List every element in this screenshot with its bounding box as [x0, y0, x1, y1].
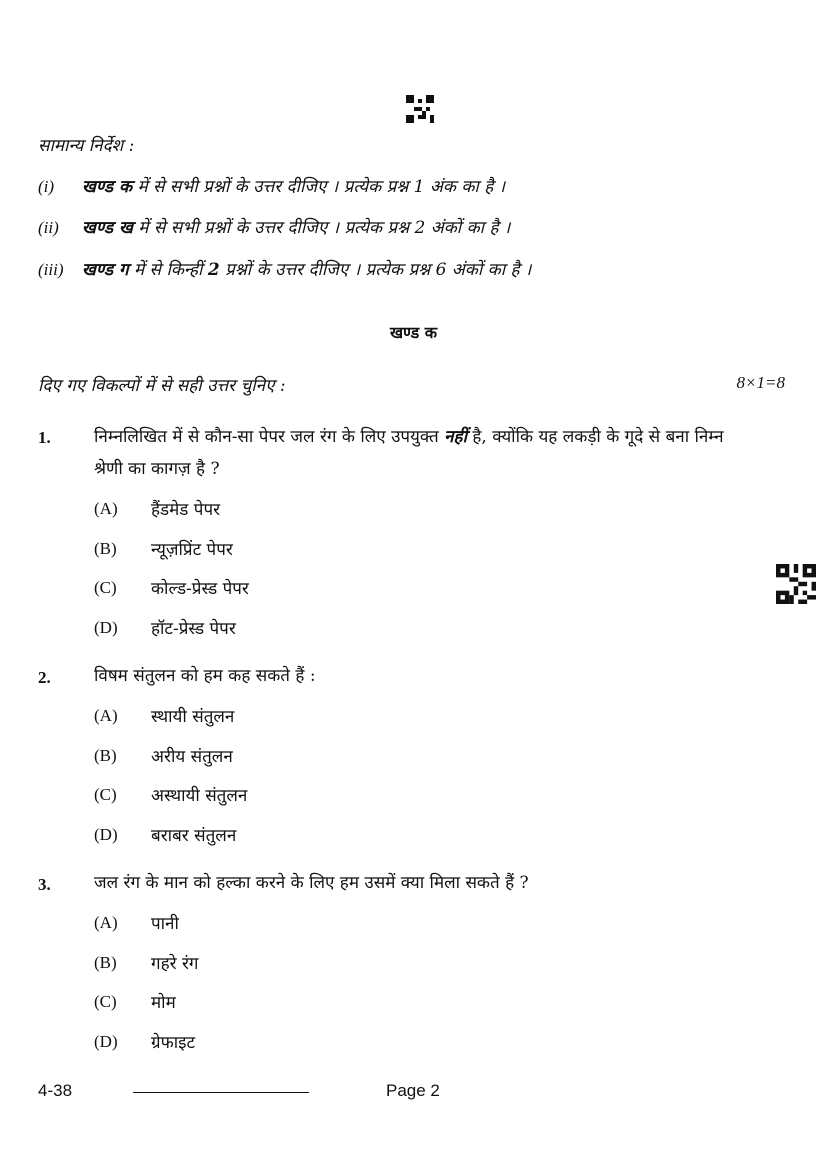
option-text: अस्थायी संतुलन — [151, 786, 248, 806]
question-text: विषम संतुलन को हम कह सकते हैं : — [94, 666, 316, 686]
instruction-number: (iii) — [38, 260, 64, 279]
option-label: (C) — [94, 578, 117, 597]
question-number: 3. — [38, 875, 51, 894]
option-text: मोम — [151, 993, 176, 1013]
instruction-text: में से सभी प्रश्नों के उत्तर दीजिए । प्रत्येक प्रश्न 2 अंकों का है । — [132, 218, 511, 238]
section-name: खण्ड ख — [82, 218, 133, 238]
paper-code: 4-38 — [38, 1081, 73, 1100]
question-emphasis: नहीं — [444, 427, 467, 447]
instruction-text: प्रश्नों के उत्तर दीजिए । प्रत्येक प्रश्न 6 अंकों का है । — [219, 260, 532, 280]
option-text: स्थायी संतुलन — [151, 707, 235, 727]
option-label: (B) — [94, 539, 117, 558]
option-text: हॉट-प्रेस्ड पेपर — [151, 619, 236, 639]
option-text: गहरे रंग — [151, 954, 199, 974]
option-text: हैंडमेड पेपर — [151, 500, 221, 520]
question-text-part: निम्नलिखित में से कौन-सा पेपर जल रंग के लिए उपयुक्त — [94, 427, 445, 447]
instruction-item — [38, 215, 510, 238]
section-marks: 8×1=8 — [736, 373, 785, 392]
option-label: (D) — [94, 618, 118, 637]
general-instructions-title: सामान्य निर्देश : — [38, 136, 135, 156]
option-text: कोल्ड-प्रेस्ड पेपर — [151, 579, 249, 599]
option-text: न्यूज़प्रिंट पेपर — [151, 540, 233, 560]
qr-code-icon — [776, 564, 816, 604]
question-text — [94, 421, 754, 485]
option-label: (A) — [94, 706, 118, 725]
footer-divider — [133, 1092, 309, 1093]
section-instruction: दिए गए विकल्पों में से सही उत्तर चुनिए : — [38, 376, 286, 396]
option-label: (B) — [94, 953, 117, 972]
question-text-part: है, क्योंकि यह लकड़ी के गूदे से बना निम्न श्रेणी का कागज़ है ? — [94, 427, 724, 479]
instruction-item — [38, 174, 505, 197]
instruction-text: में से सभी प्रश्नों के उत्तर दीजिए । प्रत्येक प्रश्न 1 अंक का है । — [132, 177, 506, 197]
qr-code-icon — [406, 95, 434, 123]
section-heading: खण्ड क — [389, 323, 438, 342]
section-name: खण्ड क — [82, 177, 133, 197]
option-text: बराबर संतुलन — [151, 826, 237, 846]
option-label: (C) — [94, 992, 117, 1011]
option-label: (D) — [94, 825, 118, 844]
option-text: पानी — [151, 914, 179, 934]
question-text: जल रंग के मान को हल्का करने के लिए हम उसमें क्या मिला सकते हैं ? — [94, 873, 529, 893]
option-label: (B) — [94, 746, 117, 765]
option-label: (C) — [94, 785, 117, 804]
option-label: (A) — [94, 499, 118, 518]
section-name: खण्ड ग — [82, 260, 129, 280]
option-label: (D) — [94, 1032, 118, 1051]
instruction-item — [38, 257, 531, 280]
option-text: अरीय संतुलन — [151, 747, 233, 767]
question-number: 1. — [38, 428, 51, 447]
instruction-text: में से किन्हीं — [128, 260, 208, 280]
question-number: 2. — [38, 668, 51, 687]
option-text: ग्रेफाइट — [151, 1033, 196, 1053]
instruction-number: (ii) — [38, 218, 59, 237]
page-number: Page 2 — [386, 1081, 440, 1100]
option-label: (A) — [94, 913, 118, 932]
instruction-count: 2 — [207, 260, 220, 280]
instruction-number: (i) — [38, 177, 55, 196]
